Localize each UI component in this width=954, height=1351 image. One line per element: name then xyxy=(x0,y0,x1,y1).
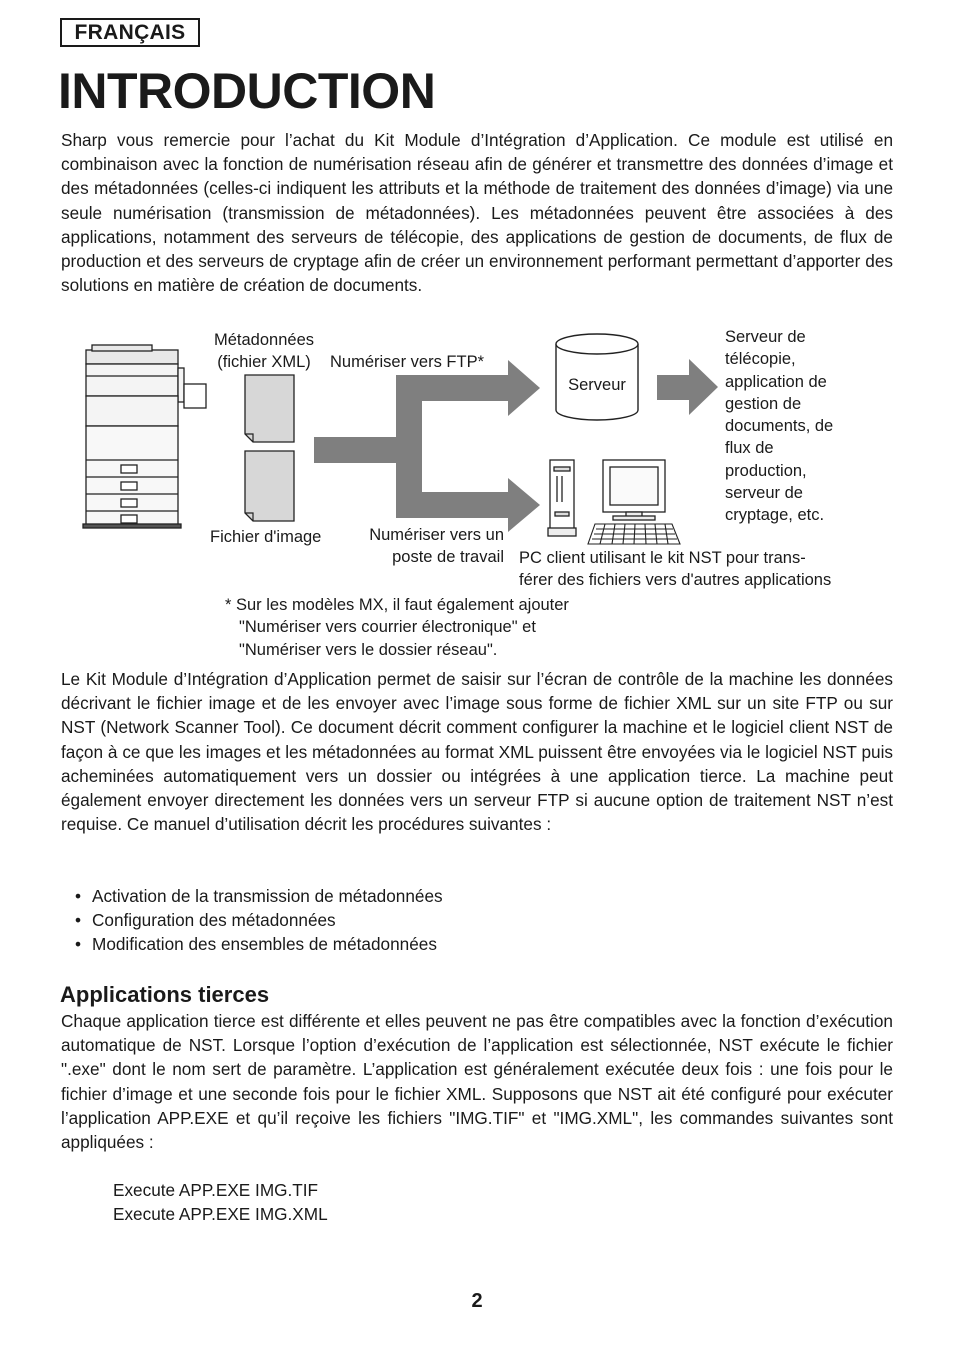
diagram-footnote: * Sur les modèles MX, il faut également ajouter "Numériser vers courrier électronique" et "Numériser vers le dossier réseau". xyxy=(225,596,569,659)
image-file-label: Fichier d'image xyxy=(210,528,322,546)
procedure-list xyxy=(75,884,443,957)
list-item: • Configuration des métadonnées xyxy=(75,908,443,932)
language-badge: FRANÇAIS xyxy=(60,18,200,47)
workflow-diagram xyxy=(0,310,954,670)
image-document-icon xyxy=(245,451,294,521)
server-label: Serveur xyxy=(568,376,626,394)
server-apps-label: Serveur de télécopie, application de gestion de documents, de flux de production, serveur de cryptage, etc. xyxy=(725,328,834,525)
section-heading: Applications tierces xyxy=(60,982,270,1007)
xml-document-icon xyxy=(245,375,294,442)
command-examples xyxy=(113,1178,328,1226)
page-title: INTRODUCTION xyxy=(58,63,436,119)
scan-to-ftp-label: Numériser vers FTP* xyxy=(330,353,485,371)
list-item: • Activation de la transmission de métadonnées xyxy=(75,884,443,908)
metadata-label: Métadonnées (fichier XML) xyxy=(214,331,314,372)
command-line: Execute APP.EXE IMG.TIF xyxy=(113,1180,319,1200)
list-item: • Modification des ensembles de métadonnées xyxy=(75,932,443,956)
page-number: 2 xyxy=(471,1290,483,1312)
command-line: Execute APP.EXE IMG.XML xyxy=(113,1204,328,1225)
intro-paragraph: Sharp vous remercie pour l’achat du Kit Module d’Intégration d’Application. Ce module est utilisé en combinaison avec la fonction de numérisation réseau afin de générer et transmettre des données d’image et des métadonnées (celles-ci indiquent les attributs et la méthode de traitement des données d’image) via une seule numérisation (transmission de métadonnées). Les métadonnées peuvent être associées à des applications, notamment des serveurs de télécopie, des applications de gestion de documents, de flux de production et des serveurs de cryptage afin de créer un environnement performant permettant d’apporter des solutions en matière de création de documents. xyxy=(61,130,893,296)
keyboard-icon xyxy=(588,524,680,544)
pc-client-label: PC client utilisant le kit NST pour trans- férer des fichiers vers d'autres applications xyxy=(519,549,832,590)
monitor-icon xyxy=(603,460,665,520)
description-paragraph: Le Kit Module d’Intégration d’Application permet de saisir sur l’écran de contrôle de la machine les données décrivant le fichier image et de les envoyer avec l’image sous forme de fichier XML sur un site FTP ou sur NST (Network Scanner Tool). Ce document décrit comment configurer la machine et le logiciel client NST de façon à ce que les images et les métadonnées au format XML puissent être envoyées via le logiciel NST puis acheminées automatiquement vers un dossier ou intégrées à une application tierce. La machine peut également envoyer directement les données vers un serveur FTP si aucune option de traitement NST n’est requise. Ce manuel d’utilisation décrit les procédures suivantes : xyxy=(61,669,893,835)
third-party-paragraph: Chaque application tierce est différente et elles peuvent ne pas être compatibles avec la fonction d’exécution automatique de NST. Lorsque l’option d’exécution de l’application est sélectionnée, NST exécute le fichier ".exe" dont le nom sert de paramètre. L’application est généralement exécutée deux fois : une fois pour le fichier d’image et une seconde fois pour le fichier XML. Supposons que NST ait été configuré pour exécuter l’application APP.EXE et qu’il reçoive les fichiers "IMG.TIF" et "IMG.XML", les commandes suivantes sont appliquées : xyxy=(61,1011,893,1153)
mfp-machine-icon xyxy=(83,345,206,528)
pc-tower-icon xyxy=(548,460,576,536)
scan-to-workstation-label: Numériser vers un poste de travail xyxy=(369,526,504,567)
